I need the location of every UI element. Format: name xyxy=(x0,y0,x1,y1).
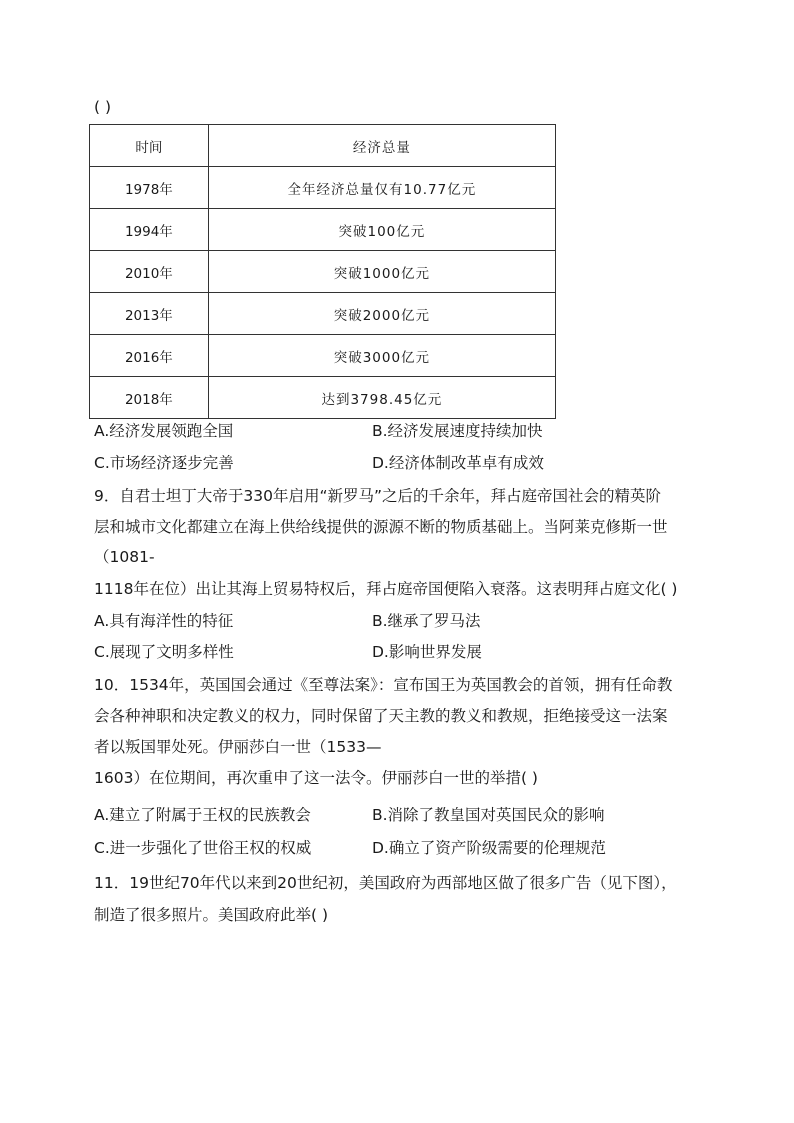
table-cell-value: 突破3000亿元 xyxy=(208,335,555,377)
q9-option-d[interactable]: D.影响世界发展 xyxy=(372,643,482,661)
table-row xyxy=(90,293,556,335)
q9-option-c[interactable]: C.展现了文明多样性 xyxy=(94,643,234,661)
table-row xyxy=(90,377,556,419)
q10-option-c[interactable]: C.进一步强化了世俗王权的权威 xyxy=(94,839,312,857)
q10-option-d[interactable]: D.确立了资产阶级需要的伦理规范 xyxy=(372,839,606,857)
table-cell-value: 突破100亿元 xyxy=(208,209,555,251)
q10-line-1: 10．1534年，英国国会通过《至尊法案》：宣布国王为英国教会的首领，拥有任命教 xyxy=(94,676,673,694)
table-cell-year: 1978年 xyxy=(90,167,209,209)
table-row xyxy=(90,335,556,377)
q8-option-b[interactable]: B.经济发展速度持续加快 xyxy=(372,422,543,440)
table-row xyxy=(90,209,556,251)
q9-line-4: 1118年在位）出让其海上贸易特权后，拜占庭帝国便陷入衰落。这表明拜占庭文化( ) xyxy=(94,580,678,598)
table-header-cell: 时间 xyxy=(90,125,209,167)
table-cell-value: 全年经济总量仅有10.77亿元 xyxy=(208,167,555,209)
table-cell-value: 突破1000亿元 xyxy=(208,251,555,293)
q8-option-c[interactable]: C.市场经济逐步完善 xyxy=(94,454,234,472)
q10-line-2: 会各种神职和决定教义的权力，同时保留了天主教的教义和教规，拒绝接受这一法案 xyxy=(94,707,668,725)
q10-option-a[interactable]: A.建立了附属于王权的民族教会 xyxy=(94,806,311,824)
table-cell-year: 2013年 xyxy=(90,293,209,335)
q11-line-1: 11．19世纪70年代以来到20世纪初，美国政府为西部地区做了很多广告（见下图）， xyxy=(94,874,677,892)
q8-option-a[interactable]: A.经济发展领跑全国 xyxy=(94,422,234,440)
table-cell-year: 2016年 xyxy=(90,335,209,377)
table-row xyxy=(90,167,556,209)
q9-line-3: （1081- xyxy=(94,548,155,566)
economy-table xyxy=(89,124,556,419)
table-header-row xyxy=(90,125,556,167)
q10-option-b[interactable]: B.消除了教皇国对英国民众的影响 xyxy=(372,806,605,824)
q9-line-1: 9．自君士坦丁大帝于330年启用“新罗马”之后的千余年，拜占庭帝国社会的精英阶 xyxy=(94,487,662,505)
q11-line-2: 制造了很多照片。美国政府此举( ) xyxy=(94,906,329,924)
table-cell-year: 1994年 xyxy=(90,209,209,251)
q8-stem-tail: ( ) xyxy=(94,98,112,116)
table-cell-value: 达到3798.45亿元 xyxy=(208,377,555,419)
table-header-cell: 经济总量 xyxy=(208,125,555,167)
table-row xyxy=(90,251,556,293)
table-cell-year: 2018年 xyxy=(90,377,209,419)
table-cell-year: 2010年 xyxy=(90,251,209,293)
q10-line-4: 1603）在位期间，再次重申了这一法令。伊丽莎白一世的举措( ) xyxy=(94,769,538,787)
q10-line-3: 者以叛国罪处死。伊丽莎白一世（1533— xyxy=(94,738,382,756)
q9-line-2: 层和城市文化都建立在海上供给线提供的源源不断的物质基础上。当阿莱克修斯一世 xyxy=(94,518,668,536)
table-cell-value: 突破2000亿元 xyxy=(208,293,555,335)
q9-option-b[interactable]: B.继承了罗马法 xyxy=(372,612,481,630)
q8-option-d[interactable]: D.经济体制改革卓有成效 xyxy=(372,454,544,472)
q9-option-a[interactable]: A.具有海洋性的特征 xyxy=(94,612,234,630)
